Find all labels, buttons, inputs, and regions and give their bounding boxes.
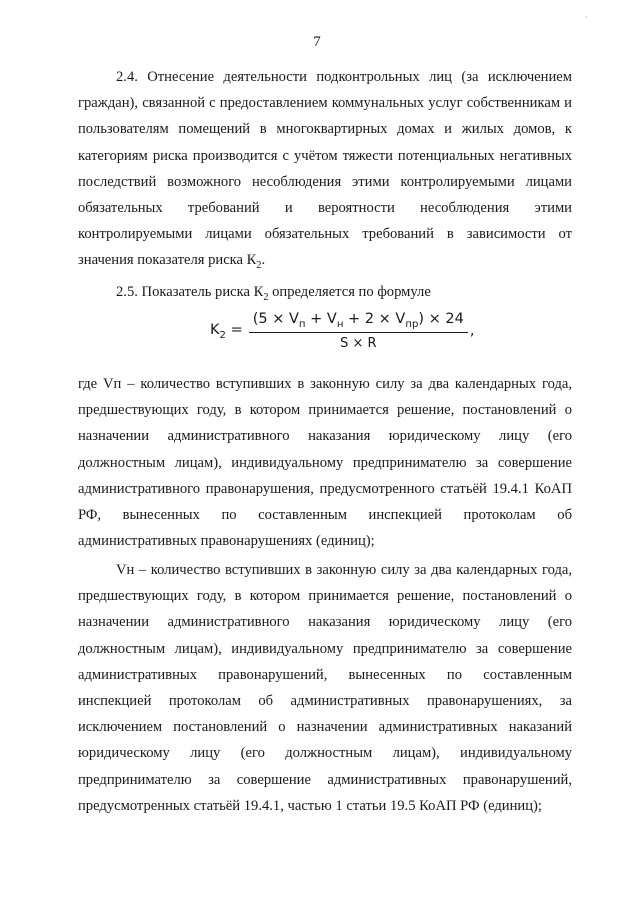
paragraph-2-4-block (78, 64, 572, 280)
paragraph-2-4-subscript: 2 (256, 260, 262, 272)
formula-numerator: $(5 \times V_п + V_н + 2 \times V_{пр}) \times 24$ (249, 311, 468, 334)
formula-lhs: $K_2$ = (210, 321, 243, 341)
formula-fraction (249, 311, 468, 352)
page-number: 7 (313, 34, 321, 50)
paragraph-2-4 (78, 64, 572, 280)
formula-denominator: S × R (340, 336, 377, 352)
risk-formula (210, 306, 474, 356)
paragraph-2-4-end: . (261, 252, 266, 269)
paragraph-vp: где Vп – количество вступивших в законную силу за два календарных года, предшествующих году, в котором принимается решение, постановлений о назначении административного наказания юридическому лицу (его должностным лицам), индивидуальному предпринимателю за совершение административного правонарушения, предусмотренного статьёй 19.4.1 КоАП РФ, вынесенных по составленным инспекцией протоколам об административных правонарушениях (единиц); (78, 376, 572, 550)
paragraph-2-4-text: 2.4. Отнесение деятельности подконтрольных лиц (за исключением граждан), связанной с предоставлением коммунальных услуг собственникам и пользователям помещений в многоквартирных домах и жилых домов, к категориям риска производится с учётом тяжести потенциальных негативных последствий возможного несоблюдения этими контролируемыми лицами обязательных требований и вероятности несоблюдения этими контролируемыми лицами обязательных требований в зависимости от значения показателя риска К (78, 69, 572, 269)
paragraph-2-5-subscript: 2 (263, 291, 269, 303)
paragraph-vn: Vн – количество вступивших в законную силу за два календарных года, предшествующих году, в котором принимается решение, постановлений о назначении административного наказания юридическому лицу (его должностным лицам), индивидуальному предпринимателю за совершение административных правонарушений, вынесенных по составленным инспекцией протоколам об административных правонарушениях, за исключением постановлений о назначении административных наказаний юридическому лицу (его должностным лицам), индивидуальному предпринимателю за совершение административных правонарушений, предусмотренных статьёй 19.4.1, частью 1 статьи 19.5 КоАП РФ (единиц); (78, 562, 572, 814)
paragraph-vn-block (78, 557, 572, 819)
paragraph-2-5-text: 2.5. Показатель риска К (116, 284, 264, 300)
formula-comma: , (469, 323, 475, 339)
scan-mark: · (585, 12, 588, 22)
paragraph-2-5-end: определяется по формуле (268, 284, 431, 300)
paragraph-vp-block (78, 371, 572, 554)
